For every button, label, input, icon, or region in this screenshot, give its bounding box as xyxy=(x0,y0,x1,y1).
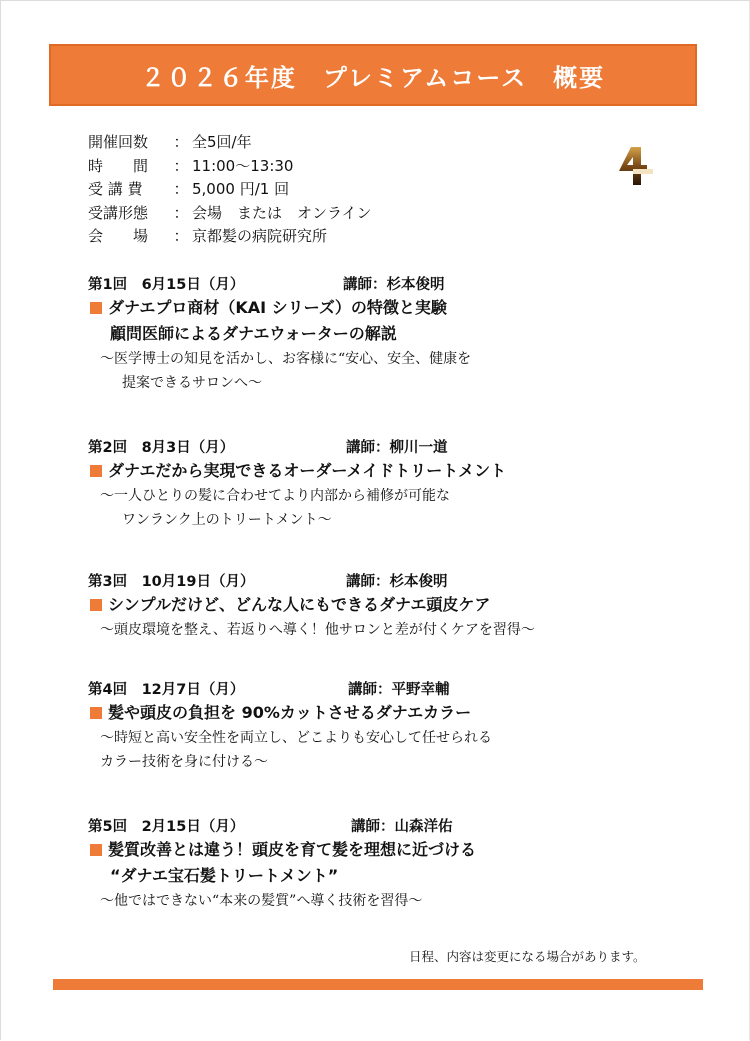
course-info xyxy=(88,131,372,249)
session-4 xyxy=(88,678,492,774)
bullet-square-icon xyxy=(90,844,102,856)
info-value: 全5回/年 xyxy=(192,133,252,151)
page-title: ２０２６年度 プレミアムコース 概要 xyxy=(140,63,606,92)
info-label: 会 場 xyxy=(88,227,149,245)
info-row-time xyxy=(88,155,372,179)
session-description: 〜他ではできない“本来の髪質”へ導く技術を習得〜 xyxy=(100,893,423,909)
session-topic xyxy=(90,592,535,618)
session-topic-text: ダナエプロ商材（KAI シリーズ）の特徴と実験 xyxy=(108,298,447,317)
session-description-line2: カラー技術を身に付ける〜 xyxy=(100,754,268,770)
session-2 xyxy=(88,436,506,532)
session-lecturer: 講師：平野幸輔 xyxy=(348,682,450,698)
session-lecturer: 講師：杉本俊明 xyxy=(343,277,445,293)
session-lecturer: 講師：柳川一道 xyxy=(346,440,448,456)
session-description: 〜頭皮環境を整え、若返りへ導く！他サロンと差が付くケアを習得〜 xyxy=(100,622,535,638)
session-date: 第5回 2月15日（月） xyxy=(88,819,245,835)
session-header xyxy=(88,678,492,700)
bullet-square-icon xyxy=(90,599,102,611)
session-topic-text: シンプルだけど、どんな人にもできるダナエ頭皮ケア xyxy=(108,595,491,614)
session-topic xyxy=(90,700,492,726)
info-value: 会場 または オンライン xyxy=(192,203,372,222)
session-header xyxy=(88,815,476,837)
title-banner xyxy=(49,44,697,106)
session-date: 第1回 6月15日（月） xyxy=(88,277,245,293)
info-value: 京都髪の病院研究所 xyxy=(192,227,328,245)
session-header xyxy=(88,273,471,295)
session-topic-line2: “ダナエ宝石髪トリートメント” xyxy=(110,866,339,885)
session-topic xyxy=(90,295,471,321)
session-topic-text: 髪質改善とは違う！頭皮を育て髪を理想に近づける xyxy=(108,840,477,859)
session-date: 第4回 12月7日（月） xyxy=(88,682,245,698)
bullet-square-icon xyxy=(90,465,102,477)
session-3 xyxy=(88,570,535,642)
info-separator: ： xyxy=(173,227,189,245)
session-lecturer: 講師：杉本俊明 xyxy=(346,574,448,590)
schedule-change-note: 日程、内容は変更になる場合があります。 xyxy=(409,949,646,964)
session-topic-text: 髪や頭皮の負担を 90%カットさせるダナエカラー xyxy=(108,703,472,722)
session-description-line2: ワンランク上のトリートメント〜 xyxy=(122,512,332,528)
info-separator: ： xyxy=(173,203,189,222)
session-description: 〜時短と高い安全性を両立し、どこよりも安心して任せられる xyxy=(100,730,492,746)
bullet-square-icon xyxy=(90,302,102,314)
info-label: 開催回数 xyxy=(88,133,149,151)
session-description-line2: 提案できるサロンへ〜 xyxy=(122,375,262,391)
info-row-format xyxy=(88,202,372,226)
session-header xyxy=(88,436,506,458)
info-separator: ： xyxy=(173,180,189,198)
session-description: 〜一人ひとりの髪に合わせてより内部から補修が可能な xyxy=(100,488,450,504)
session-5 xyxy=(88,815,476,913)
footer-bar xyxy=(53,979,703,990)
info-value: 11:00〜13:30 xyxy=(192,156,294,175)
session-topic-line2: 顧問医師によるダナエウォーターの解説 xyxy=(110,324,397,343)
session-1 xyxy=(88,273,471,395)
info-label: 受講形態 xyxy=(88,203,149,222)
info-separator: ： xyxy=(173,156,189,175)
info-row-fee xyxy=(88,178,372,202)
info-value: 5,000 円/1 回 xyxy=(192,180,290,198)
session-date: 第3回 10月19日（月） xyxy=(88,574,255,590)
info-row-venue xyxy=(88,225,372,249)
info-label: 時 間 xyxy=(88,156,149,175)
session-topic-text: ダナエだから実現できるオーダーメイドトリートメント xyxy=(108,461,507,480)
bullet-square-icon xyxy=(90,707,102,719)
brand-logo-icon xyxy=(613,145,655,187)
session-header xyxy=(88,570,535,592)
info-separator: ： xyxy=(173,133,189,151)
session-lecturer: 講師：山森洋佑 xyxy=(351,819,453,835)
session-topic xyxy=(90,458,506,484)
session-description: 〜医学博士の知見を活かし、お客様に“安心、安全、健康を xyxy=(100,351,472,367)
info-row-count xyxy=(88,131,372,155)
session-topic xyxy=(90,837,476,863)
info-label: 受 講 費 xyxy=(88,180,143,198)
session-date: 第2回 8月3日（月） xyxy=(88,440,235,456)
